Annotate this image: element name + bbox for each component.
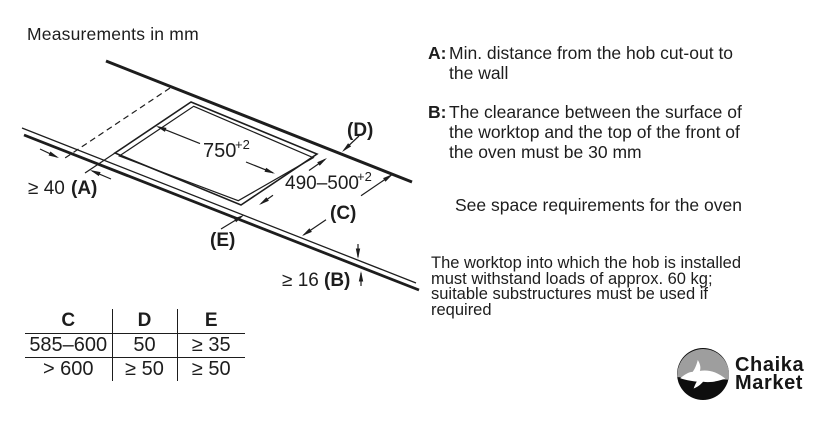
dim-b-letter: (B) — [324, 270, 351, 291]
arrowhead — [383, 174, 393, 182]
dim-a-label: ≥ 40 — [28, 178, 65, 199]
table-header-row — [25, 309, 245, 334]
table-cell: 50 — [112, 334, 177, 358]
seagull-logo-icon — [677, 347, 729, 401]
arrowhead — [265, 168, 276, 174]
arrowhead — [356, 249, 360, 260]
table-header-c: C — [25, 309, 112, 334]
units-note: Measurements in mm — [27, 24, 199, 44]
worktop-load-line: The worktop into which the hob is installed — [431, 254, 742, 272]
table-row — [25, 358, 245, 382]
note-b-line: the oven must be 30 mm — [449, 142, 642, 162]
see-space-note: See space requirements for the oven — [455, 195, 742, 215]
table-cell: 585–600 — [25, 334, 112, 358]
arrowhead — [317, 158, 327, 166]
table-cell: ≥ 50 — [191, 358, 231, 380]
wall-dashed-line — [62, 88, 170, 160]
dim-750-tolerance: +2 — [235, 137, 250, 152]
worktop-load-line: required — [431, 300, 492, 319]
dim-b-label: ≥ 16 — [282, 270, 319, 291]
table-cell: ≥ 35 — [177, 334, 245, 358]
note-b-line: The clearance between the surface of — [449, 102, 742, 122]
installation-diagram — [0, 0, 430, 300]
note-b-text — [449, 102, 742, 162]
logo-name-line1: Chaika — [735, 354, 805, 376]
worktop-load-line: must withstand loads of approx. 60 kg; — [431, 269, 713, 288]
note-a-line: the wall — [449, 63, 509, 83]
arrowhead — [259, 197, 269, 205]
dim-a-letter: (A) — [71, 178, 98, 199]
table-header-d: D — [112, 309, 177, 334]
table-cell: > 600 — [25, 358, 112, 382]
label-e: (E) — [210, 230, 236, 251]
note-a-label: A: — [428, 43, 447, 63]
arrowhead — [359, 271, 363, 282]
dim-490-tolerance: +2 — [357, 169, 372, 184]
note-a-text — [449, 43, 733, 83]
table-row — [25, 334, 245, 358]
worktop-load-note — [431, 256, 741, 318]
note-b-label: B: — [428, 102, 447, 122]
worktop-load-line: suitable substructures must be used if — [431, 285, 708, 303]
dim-490-label: 490–500 — [285, 173, 359, 194]
note-a-line: Min. distance from the hob cut-out to — [449, 43, 734, 63]
dimension-table — [25, 309, 245, 381]
label-c: (C) — [330, 203, 357, 224]
arrowhead — [49, 152, 59, 159]
arrowhead — [90, 170, 101, 176]
table-header-e: E — [177, 309, 245, 334]
dim-750-label: 750 — [203, 140, 237, 162]
table-cell: ≥ 50 — [112, 358, 177, 382]
label-d: (D) — [347, 120, 374, 141]
logo-name-line2: Market — [735, 372, 804, 394]
note-b-line: the worktop and the top of the front of — [449, 122, 740, 142]
arrowhead — [302, 228, 312, 236]
